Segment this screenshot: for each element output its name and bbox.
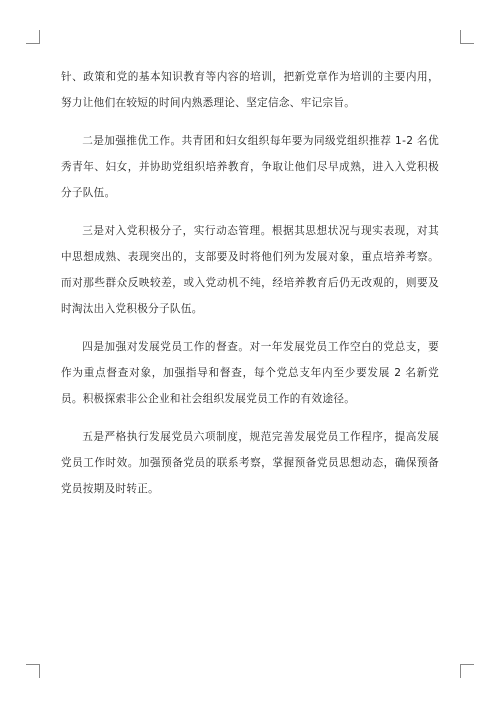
paragraph-dynamic-management: 三是对入党积极分子，实行动态管理。根据其思想状况与现实表现，对其中思想成熟、表现突出的，支部要及时将他们列为发展对象，重点培养考察。而对那些群众反映较差，或入党动机不纯，经培养教育后仍无改观的，则要及时淘汰出入党积极分子队伍。 [61, 225, 439, 315]
paragraph-supervision: 四是加强对发展党员工作的督查。对一年发展党员工作空白的党总支，要作为重点督查对象，加强指导和督查，每个党总支年内至少要发展 2 名新党员。积极探索非公企业和社会组织发展党员工作的有效途径。 [61, 341, 439, 405]
paragraph-recommend-excellent: 二是加强推优工作。共青团和妇女组织每年要为同级党组织推荐 1-2 名优秀青年、妇女，并协助党组织培养教育，争取让他们尽早成熟，进入入党积极分子队伍。 [61, 135, 439, 199]
crop-mark-top-left [26, 30, 40, 44]
document-body [61, 64, 439, 514]
paragraph-six-systems: 五是严格执行发展党员六项制度，规范完善发展党员工作程序，提高发展党员工作时效。加强预备党员的联系考察，掌握预备党员思想动态，确保预备党员按期及时转正。 [61, 431, 439, 495]
crop-mark-top-right [460, 30, 474, 44]
crop-mark-bottom-left [26, 664, 40, 678]
paragraph-continued: 针、政策和党的基本知识教育等内容的培训，把新党章作为培训的主要内用，努力让他们在较短的时间内熟悉理论、坚定信念、牢记宗旨。 [61, 71, 439, 109]
crop-mark-bottom-right [460, 664, 474, 678]
